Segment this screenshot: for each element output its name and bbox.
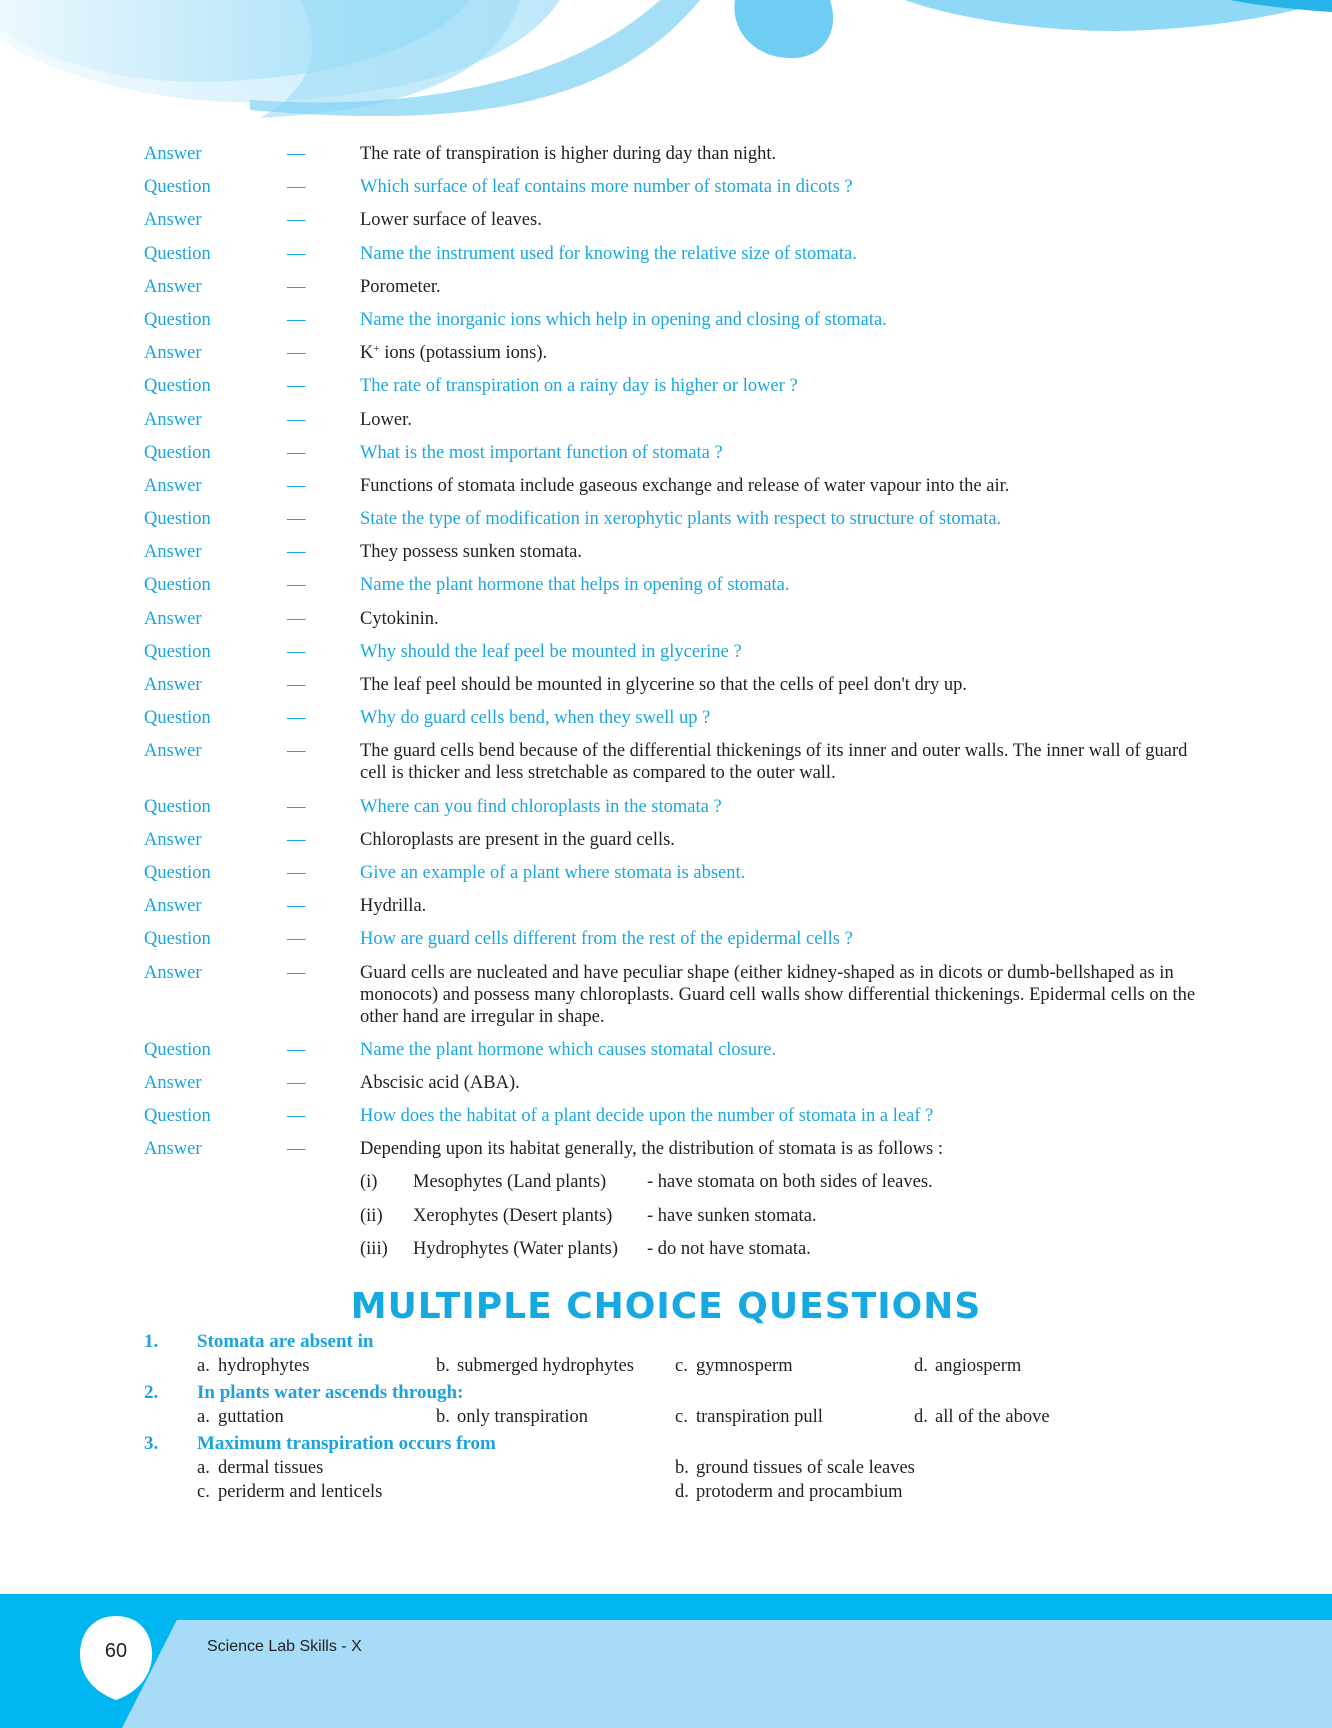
mcq-number: 1. (144, 1331, 159, 1352)
qa-label: Answer (144, 542, 202, 563)
qa-dash: — (287, 962, 306, 983)
qa-dash: — (287, 929, 306, 950)
qa-text (360, 962, 1204, 1028)
qa-dash: — (287, 896, 306, 917)
qa-text-main: The guard cells bend because of the differential thickenings of its inner and outer walls. The inner wall of guard cell is thicker and less stretchable as compared to the outer wall. (360, 741, 1188, 784)
habitat-item (360, 1238, 1204, 1260)
qa-text-main: Porometer. (360, 276, 441, 297)
qa-text-main: Name the plant hormone which causes stomatal closure. (360, 1039, 777, 1060)
qa-label: Answer (144, 475, 202, 496)
qa-text (360, 541, 1204, 563)
answer-row (144, 674, 1204, 696)
option-letter: b. (436, 1407, 450, 1427)
qa-text-main: Chloroplasts are present in the guard cells. (360, 829, 675, 850)
qa-dash: — (287, 210, 306, 231)
option-text: transpiration pull (696, 1407, 823, 1427)
mcq-option (436, 1354, 675, 1378)
qa-text (360, 674, 1204, 696)
qa-text-main: Name the inorganic ions which help in opening and closing of stomata. (360, 309, 887, 330)
qa-label: Question (144, 177, 211, 198)
qa-dash: — (287, 243, 306, 264)
option-letter: c. (197, 1482, 210, 1502)
qa-section (144, 143, 1204, 1271)
question-row (144, 796, 1204, 818)
question-row (144, 928, 1204, 950)
qa-label: Question (144, 442, 211, 463)
option-text: only transpiration (457, 1407, 589, 1427)
qa-text-main: Where can you find chloroplasts in the stomata ? (360, 796, 722, 817)
option-text: dermal tissues (218, 1458, 324, 1478)
qa-dash: — (287, 376, 306, 397)
qa-text (360, 209, 1204, 231)
qa-label: Question (144, 796, 211, 817)
qa-label: Question (144, 929, 211, 950)
habitat-num: (i) (360, 1172, 378, 1193)
option-letter: c. (675, 1407, 688, 1427)
qa-label: Question (144, 641, 211, 662)
qa-text (360, 796, 1204, 818)
qa-dash: — (287, 1139, 306, 1160)
qa-dash: — (287, 177, 306, 198)
mcq-option (914, 1405, 1153, 1429)
mcq-options (144, 1456, 1204, 1480)
qa-label: Answer (144, 409, 202, 430)
mcq-question-text: Maximum transpiration occurs from (197, 1433, 496, 1454)
qa-dash: — (287, 1106, 306, 1127)
qa-text (360, 508, 1204, 530)
mcq-option (675, 1456, 1153, 1480)
question-row (144, 243, 1204, 265)
qa-dash: — (287, 409, 306, 430)
option-letter: a. (197, 1407, 210, 1427)
option-letter: d. (914, 1356, 928, 1376)
qa-text (360, 740, 1204, 784)
question-row (144, 1105, 1204, 1127)
qa-dash: — (287, 542, 306, 563)
qa-dash: — (287, 309, 306, 330)
qa-dash: — (287, 675, 306, 695)
qa-text-main: Why do guard cells bend, when they swell up ? (360, 708, 711, 729)
qa-dash: — (287, 608, 306, 629)
qa-text-main: Hydrilla. (360, 896, 427, 917)
answer-row (144, 209, 1204, 231)
mcq-option (197, 1354, 436, 1378)
qa-text-main: K (360, 343, 374, 364)
qa-text (360, 574, 1204, 596)
habitat-desc: - do not have stomata. (647, 1238, 811, 1259)
qa-label: Question (144, 1039, 211, 1060)
qa-text-main: How does the habitat of a plant decide upon the number of stomata in a leaf ? (360, 1106, 934, 1127)
question-row (144, 375, 1204, 397)
qa-text-main: Lower. (360, 409, 412, 430)
qa-label: Answer (144, 1072, 202, 1093)
mcq-number: 2. (144, 1382, 159, 1403)
qa-label: Answer (144, 343, 202, 364)
qa-text (360, 1039, 1204, 1061)
qa-dash: — (287, 442, 306, 463)
qa-text (360, 707, 1204, 729)
qa-text-main: Functions of stomata include gaseous exchange and release of water vapour into the air. (360, 475, 1010, 496)
answer-row (144, 143, 1204, 165)
mcq-option (914, 1354, 1153, 1378)
qa-dash: — (287, 144, 306, 164)
qa-label: Question (144, 862, 211, 883)
header-decoration (0, 0, 1332, 130)
question-row (144, 176, 1204, 198)
qa-label: Question (144, 309, 211, 330)
qa-text (360, 1105, 1204, 1127)
qa-dash: — (287, 862, 306, 883)
qa-dash: — (287, 509, 306, 530)
qa-text-main: The rate of transpiration on a rainy day is higher or lower ? (360, 376, 798, 397)
qa-text-main: Cytokinin. (360, 608, 439, 629)
qa-text (360, 641, 1204, 663)
mcq-option (197, 1480, 675, 1504)
qa-dash: — (287, 343, 306, 364)
footer-band (0, 1594, 1332, 1728)
qa-text (360, 862, 1204, 884)
option-text: protoderm and procambium (696, 1482, 903, 1502)
mcq-question-text: Stomata are absent in (197, 1331, 374, 1352)
question-row (144, 508, 1204, 530)
mcq-options (144, 1480, 1204, 1504)
qa-text (360, 1138, 1204, 1160)
mcq-heading: MULTIPLE CHOICE QUESTIONS (350, 1286, 982, 1327)
answer-row (144, 962, 1204, 1028)
question-row (144, 707, 1204, 729)
book-title: Science Lab Skills - X (207, 1638, 362, 1655)
qa-text-main: Why should the leaf peel be mounted in glycerine ? (360, 641, 742, 662)
habitat-type: Mesophytes (Land plants) (413, 1172, 607, 1193)
qa-text (360, 895, 1204, 917)
qa-text (360, 342, 1204, 364)
qa-text-main: Depending upon its habitat generally, the distribution of stomata is as follows : (360, 1139, 943, 1160)
qa-text (360, 608, 1204, 630)
option-text: ground tissues of scale leaves (696, 1458, 915, 1478)
mcq-question (144, 1432, 1204, 1456)
qa-text-main: Guard cells are nucleated and have peculiar shape (either kidney-shaped as in dicots or dumb-bellshaped as in monocots) and possess many chloroplasts. Guard cell walls show differential thickenings. Epidermal cells on the other hand are irregular in shape. (360, 962, 1196, 1027)
qa-text-main: What is the most important function of stomata ? (360, 442, 723, 463)
habitat-item (360, 1171, 1204, 1193)
qa-text (360, 176, 1204, 198)
qa-text (360, 143, 1204, 165)
qa-dash: — (287, 641, 306, 662)
answer-row (144, 895, 1204, 917)
qa-label: Answer (144, 210, 202, 231)
habitat-list (144, 1171, 1204, 1259)
qa-text-main: The leaf peel should be mounted in glycerine so that the cells of peel don't dry up. (360, 675, 967, 695)
habitat-desc: - have sunken stomata. (647, 1205, 817, 1226)
qa-dash: — (287, 708, 306, 729)
option-text: angiosperm (935, 1356, 1022, 1376)
option-letter: a. (197, 1356, 210, 1376)
qa-label: Answer (144, 276, 202, 297)
option-text: submerged hydrophytes (457, 1356, 634, 1376)
qa-text (360, 928, 1204, 950)
answer-row (144, 409, 1204, 431)
question-row (144, 641, 1204, 663)
qa-label: Question (144, 509, 211, 530)
qa-text (360, 829, 1204, 851)
mcq-number: 3. (144, 1433, 159, 1454)
qa-label: Answer (144, 675, 202, 695)
qa-text (360, 243, 1204, 265)
mcq-question-text: In plants water ascends through: (197, 1382, 464, 1403)
mcq-option (197, 1456, 675, 1480)
mcq-option (197, 1405, 436, 1429)
habitat-num: (iii) (360, 1238, 388, 1259)
mcq-option (675, 1354, 914, 1378)
qa-text-main: Lower surface of leaves. (360, 210, 542, 231)
answer-row (144, 740, 1204, 784)
qa-text (360, 309, 1204, 331)
answer-row (144, 475, 1204, 497)
qa-label: Answer (144, 144, 202, 164)
qa-label: Question (144, 708, 211, 729)
qa-label: Answer (144, 962, 202, 983)
question-row (144, 1039, 1204, 1061)
option-letter: d. (675, 1482, 689, 1502)
option-letter: c. (675, 1356, 688, 1376)
answer-row (144, 1138, 1204, 1160)
option-letter: d. (914, 1407, 928, 1427)
qa-text (360, 442, 1204, 464)
qa-dash: — (287, 475, 306, 496)
qa-label: Answer (144, 608, 202, 629)
qa-label: Answer (144, 1139, 202, 1160)
habitat-item (360, 1205, 1204, 1227)
option-text: periderm and lenticels (218, 1482, 383, 1502)
qa-text-tail: ions (potassium ions). (379, 343, 548, 364)
question-row (144, 309, 1204, 331)
qa-text-main: Which surface of leaf contains more number of stomata in dicots ? (360, 177, 853, 198)
mcq-option (436, 1405, 675, 1429)
qa-dash: — (287, 1072, 306, 1093)
qa-dash: — (287, 276, 306, 297)
qa-dash: — (287, 1039, 306, 1060)
answer-row (144, 276, 1204, 298)
qa-label: Question (144, 243, 211, 264)
page-number: 60 (104, 1639, 128, 1662)
qa-text-main: State the type of modification in xerophytic plants with respect to structure of stomata. (360, 509, 1002, 530)
habitat-desc: - have stomata on both sides of leaves. (647, 1172, 933, 1193)
mcq-option (675, 1405, 914, 1429)
answer-row (144, 541, 1204, 563)
habitat-num: (ii) (360, 1205, 383, 1226)
option-text: hydrophytes (218, 1356, 310, 1376)
question-row (144, 574, 1204, 596)
qa-label: Question (144, 1106, 211, 1127)
qa-text (360, 409, 1204, 431)
mcq-section (144, 1330, 1204, 1504)
option-letter: b. (675, 1458, 689, 1478)
qa-dash: — (287, 796, 306, 817)
qa-text-main: Give an example of a plant where stomata is absent. (360, 862, 746, 883)
qa-dash: — (287, 741, 306, 762)
answer-row (144, 1072, 1204, 1094)
question-row (144, 862, 1204, 884)
option-letter: b. (436, 1356, 450, 1376)
qa-text-main: Name the instrument used for knowing the relative size of stomata. (360, 243, 857, 264)
qa-text-main: They possess sunken stomata. (360, 542, 582, 563)
qa-text (360, 375, 1204, 397)
habitat-type: Hydrophytes (Water plants) (413, 1238, 619, 1259)
mcq-options (144, 1405, 1204, 1429)
qa-text-main: The rate of transpiration is higher during day than night. (360, 144, 777, 164)
mcq-options (144, 1354, 1204, 1378)
qa-label: Answer (144, 896, 202, 917)
qa-label: Answer (144, 829, 202, 850)
mcq-question (144, 1381, 1204, 1405)
qa-text-main: Abscisic acid (ABA). (360, 1072, 520, 1093)
option-text: all of the above (935, 1407, 1050, 1427)
mcq-question (144, 1330, 1204, 1354)
question-row (144, 442, 1204, 464)
qa-label: Answer (144, 741, 202, 762)
answer-row (144, 829, 1204, 851)
qa-dash: — (287, 829, 306, 850)
answer-row (144, 342, 1204, 364)
option-text: gymnosperm (696, 1356, 793, 1376)
mcq-option (675, 1480, 1153, 1504)
qa-text-main: How are guard cells different from the rest of the epidermal cells ? (360, 929, 853, 950)
qa-text-main: Name the plant hormone that helps in opening of stomata. (360, 575, 790, 596)
superscript: + (373, 343, 380, 356)
qa-label: Question (144, 575, 211, 596)
option-text: guttation (218, 1407, 284, 1427)
habitat-type: Xerophytes (Desert plants) (413, 1205, 613, 1226)
qa-text (360, 475, 1204, 497)
answer-row (144, 608, 1204, 630)
qa-text (360, 1072, 1204, 1094)
qa-dash: — (287, 575, 306, 596)
qa-text (360, 276, 1204, 298)
qa-label: Question (144, 376, 211, 397)
option-letter: a. (197, 1458, 210, 1478)
